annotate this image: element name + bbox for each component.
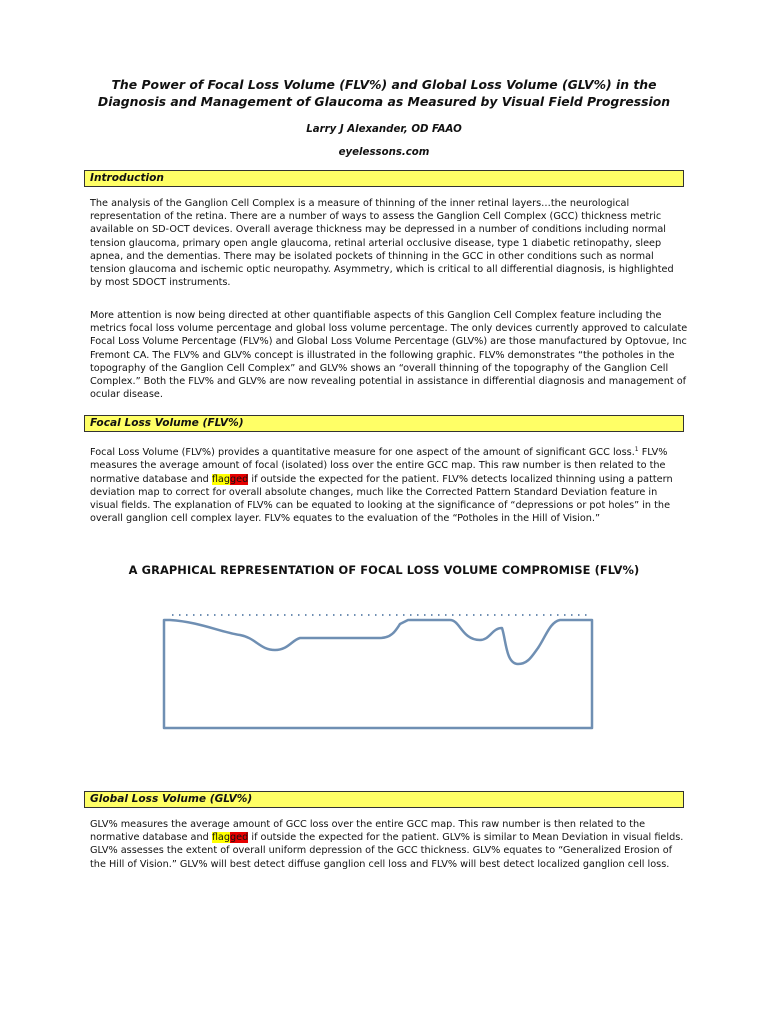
glv-text-a: GLV% measures the average amount of GCC loss over the entire GCC map. This raw number is then related to the normative database and	[90, 819, 646, 844]
website: eyelessons.com	[338, 147, 430, 158]
glv-paragraph	[90, 818, 688, 871]
intro-paragraph-1: The analysis of the Ganglion Cell Complex is a measure of thinning of the inner retinal layers…the neurological representation of the retina. There are a number of ways to assess the Ganglion Cell Complex (GCC) thickness metric available on SD-OCT devices. Overall average thickness may be depressed in a number of conditions including normal tension glaucoma, primary open angle glaucoma, retinal arterial occlusive disease, type 1 diabetic retinopathy, sleep apnea, and the dementias. There may be isolated pockets of thinning in the GCC in other conditions such as normal tension glaucoma and ischemic optic neuropathy. Asymmetry, which is critical to all differential diagnosis, is highlighted by most SDOCT instruments.	[90, 198, 674, 289]
figure-title: A GRAPHICAL REPRESENTATION OF FOCAL LOSS VOLUME COMPROMISE (FLV%)	[128, 563, 640, 577]
flv-text-a: Focal Loss Volume (FLV%) provides a quantitative measure for one aspect of the amount of significant GCC loss.	[90, 447, 635, 459]
title-line-2: Diagnosis and Management of Glaucoma as Measured by Visual Field Progression	[97, 94, 671, 109]
flv-graphic	[160, 600, 600, 750]
flv-paragraph	[90, 443, 688, 525]
footnote-marker: 1	[634, 446, 639, 453]
intro-paragraph-2: More attention is now being directed at other quantifiable aspects of this Ganglion Cell Complex feature including the metrics focal loss volume percentage and global loss volume percentage. The only devices currently approved to calculate Focal Loss Volume Percentage (FLV%) and Global Loss Volume Percentage (GLV%) are those manufactured by Optovue, Inc Fremont CA. The FLV% and GLV% concept is illustrated in the following graphic. FLV% demonstrates “the potholes in the topography of the Ganglion Cell Complex” and GLV% shows an “overall thinning of the topography of the Ganglion Cell Complex.” Both the FLV% and GLV% are now revealing potential in assistance in differential diagnosis and management of ocular disease.	[90, 310, 688, 401]
glv-text-b: if outside the expected for the patient. GLV% is similar to Mean Deviation in visual fields. GLV% assesses the extent of overall uniform depression of the GCC thickness. GLV% equates to “Generalized Erosion of the Hill of Vision.” GLV% will best detect diffuse ganglion cell loss and FLV% will best detect localized ganglion cell loss.	[90, 832, 684, 870]
document-title	[60, 76, 708, 110]
section-heading-flv: Focal Loss Volume (FLV%)	[84, 415, 684, 432]
flagged-highlight: flagged	[211, 473, 249, 485]
gcc-profile-outline	[164, 620, 592, 728]
flagged-highlight: flagged	[211, 832, 249, 844]
author: Larry J Alexander, OD FAAO	[306, 124, 462, 135]
flv-text-b: FLV% measures the average amount of focal (isolated) loss over the entire GCC map. This raw number is then related to the normative database and	[90, 447, 668, 485]
title-line-1: The Power of Focal Loss Volume (FLV%) and Global Loss Volume (GLV%) in the	[111, 77, 657, 92]
flv-text-c: if outside the expected for the patient. FLV% detects localized thinning using a pattern deviation map to correct for overall absolute changes, much like the Corrected Pattern Standard Deviation feature in visual fields. The explanation of FLV% can be equated to looking at the significance of “depressions or pot holes” in the overall ganglion cell complex layer. FLV% equates to the evaluation of the “Potholes in the Hill of Vision.”	[90, 473, 673, 525]
section-heading-glv: Global Loss Volume (GLV%)	[84, 791, 684, 808]
section-heading-introduction: Introduction	[84, 170, 684, 187]
